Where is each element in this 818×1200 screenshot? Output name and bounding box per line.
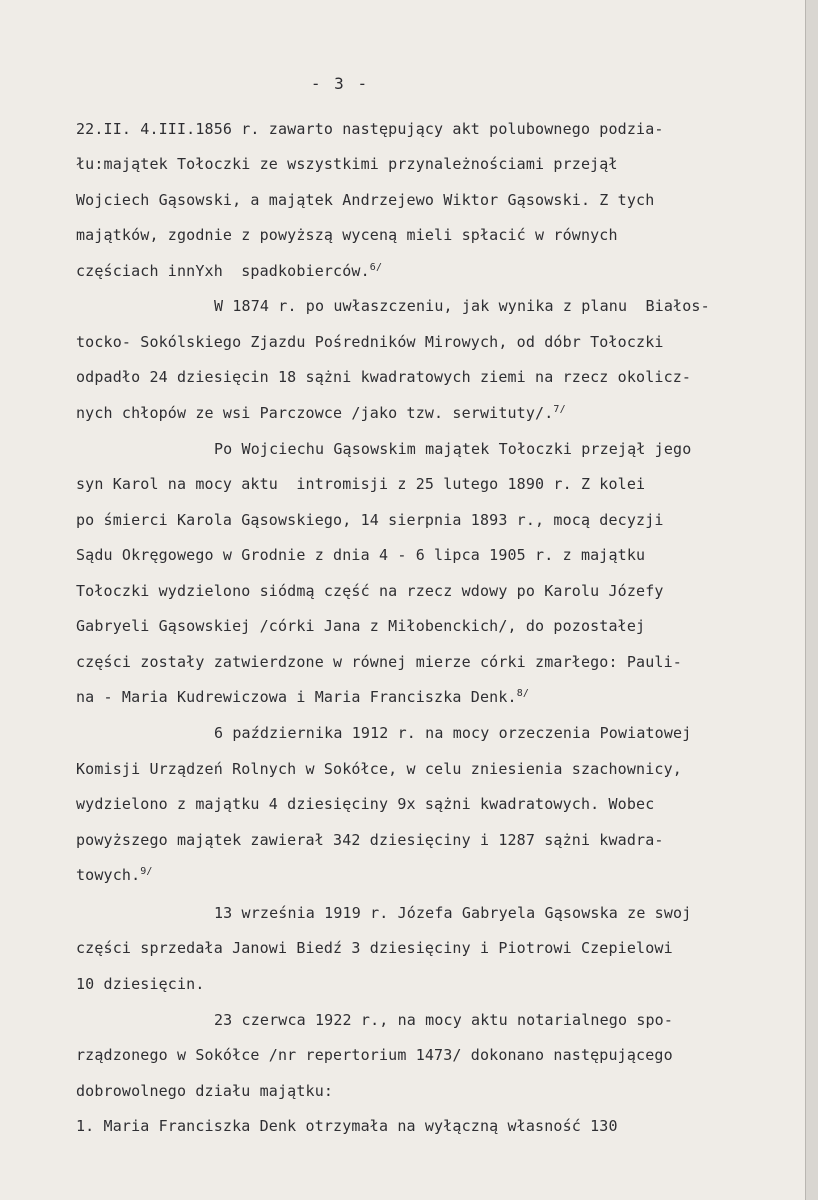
text-line: części zostały zatwierdzone w równej mierze córki zmarłego: Pauli- [76,653,682,671]
text-line: 10 dziesięcin. [76,975,205,993]
text-line: Tołoczki wydzielono siódmą część na rzecz wdowy po Karolu Józefy [76,582,664,600]
text-line: tocko- Sokólskiego Zjazdu Pośredników Mirowych, od dóbr Tołoczki [76,333,664,351]
text-line: wydzielono z majątku 4 dziesięciny 9x sążni kwadratowych. Wobec [76,795,655,813]
footnote-7: 7/ [553,404,566,415]
text-line: 22.II. 4.III.1856 r. zawarto następujący akt polubownego podzia- [76,120,664,138]
footnote-8: 8/ [516,688,530,699]
text-line: na - Maria Kudrewiczowa i Maria Franciszka Denk.$^{8/}$ [76,688,530,706]
page-number: - 3 - [310,74,370,93]
text-line: dobrowolnego działu majątku: [76,1082,334,1100]
text-line: częściach innYxh spadkobierców.$^{6/}$ [76,262,383,280]
text-line: rządzonego w Sokółce /nr repertorium 1473/ dokonano następującego [76,1046,673,1064]
text-line: 1. Maria Franciszka Denk otrzymała na wyłączną własność 130 [76,1117,618,1135]
text-line: części sprzedała Janowi Biedź 3 dziesięciny i Piotrowi Czepielowi [76,939,673,957]
text-line: Gabryeli Gąsowskiej /córki Jana z Miłobenckich/, do pozostałej [76,617,646,635]
text-line: W 1874 r. po uwłaszczeniu, jak wynika z planu Białos- [214,297,710,315]
text-line: Wojciech Gąsowski, a majątek Andrzejewo Wiktor Gąsowski. Z tych [76,191,655,209]
text-line: odpadło 24 dziesięcin 18 sążni kwadratowych ziemi na rzecz okolicz- [76,368,692,386]
text-line: nych chłopów ze wsi Parczowce /jako tzw. serwituty/.$^{7/}$ [76,404,566,422]
text-line: majątków, zgodnie z powyższą wyceną mieli spłacić w równych [76,226,618,244]
footnote-6: 6/ [369,262,383,273]
text-line: po śmierci Karola Gąsowskiego, 14 sierpnia 1893 r., mocą decyzji [76,511,664,529]
text-line: Sądu Okręgowego w Grodnie z dnia 4 - 6 lipca 1905 r. z majątku [76,546,646,564]
text-line: powyższego majątek zawierał 342 dziesięciny i 1287 sążni kwadra- [76,831,664,849]
text-line: Komisji Urządzeń Rolnych w Sokółce, w celu zniesienia szachownicy, [76,760,682,778]
page-edge [806,0,818,1200]
text-line: 6 października 1912 r. na mocy orzeczenia Powiatowej [214,724,692,742]
text-line: towych.$^{9/}$ [76,866,153,884]
footnote-9: 9/ [140,866,153,877]
text-line: Po Wojciechu Gąsowskim majątek Tołoczki przejął jego [214,440,692,458]
text-line: 23 czerwca 1922 r., na mocy aktu notarialnego spo- [214,1011,674,1029]
text-line: 13 września 1919 r. Józefa Gabryela Gąsowska ze swoj [214,904,692,922]
text-line: syn Karol na mocy aktu intromisji z 25 lutego 1890 r. Z kolei [76,475,646,493]
text-line: łu:majątek Tołoczki ze wszystkimi przynależnościami przejął [76,155,618,173]
